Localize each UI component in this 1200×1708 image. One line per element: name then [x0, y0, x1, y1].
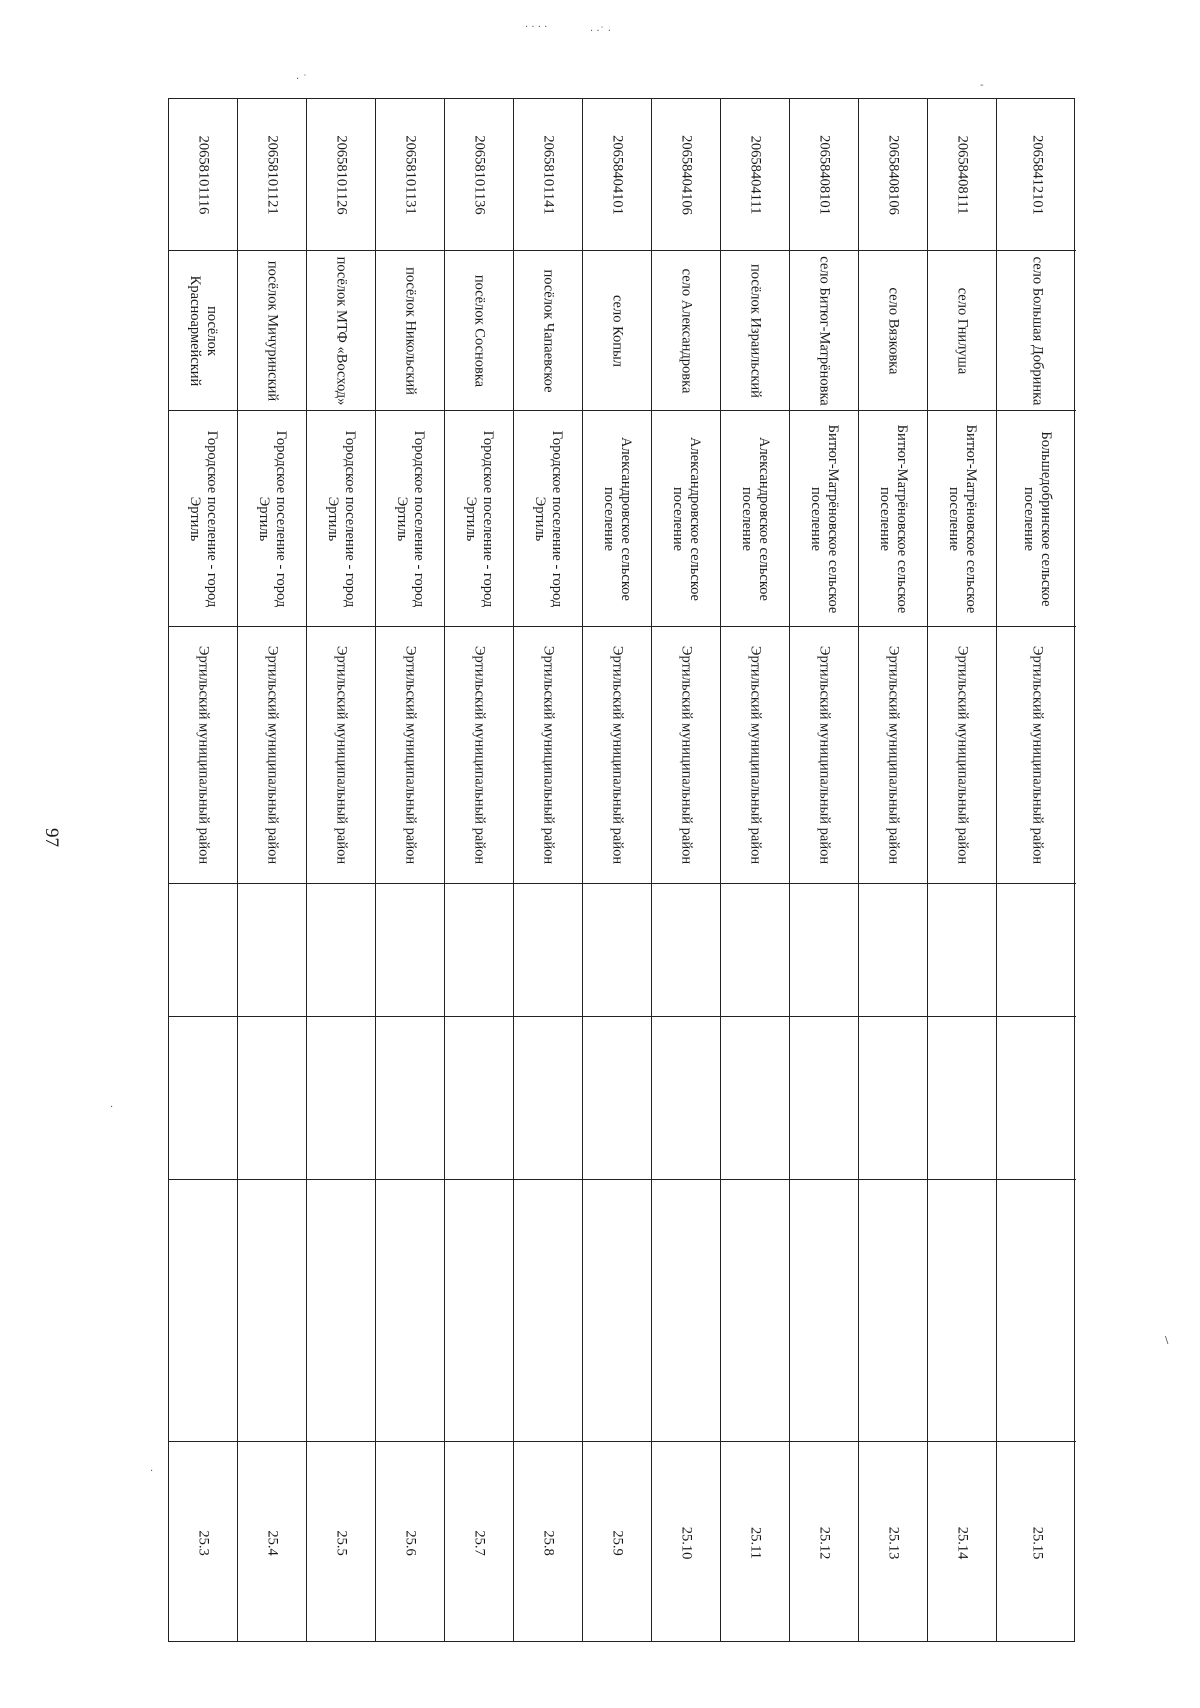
- cell-text: 20658404106: [678, 134, 695, 215]
- cell-text: село Битюг-Матрёновка: [816, 255, 833, 406]
- scan-noise: ·: [110, 1102, 114, 1113]
- district-cell: [997, 627, 1076, 884]
- table-row: [652, 99, 721, 1641]
- settlement-cell: [169, 411, 237, 627]
- row-number-cell: [721, 1442, 789, 1643]
- empty-cell: [169, 884, 237, 1017]
- row-number-cell: [376, 1442, 444, 1643]
- oktmo-code-cell: [997, 99, 1076, 251]
- cell-text: 25.10: [678, 1526, 695, 1559]
- cell-text: 25.12: [816, 1526, 833, 1559]
- cell-text: 20658408101: [816, 134, 833, 215]
- table-row: [790, 99, 859, 1641]
- oktmo-code-cell: [238, 99, 306, 251]
- empty-cell: [238, 884, 306, 1017]
- cell-text: 20658404101: [609, 134, 626, 215]
- cell-text: Эртильский муниципальный район: [1029, 645, 1045, 865]
- cell-text: посёлок Сосновка: [471, 274, 488, 387]
- locality-cell: [514, 251, 582, 411]
- cell-text: посёлок Чапаевское: [540, 268, 557, 393]
- locality-cell: [307, 251, 375, 411]
- locality-cell: [790, 251, 858, 411]
- oktmo-code-cell: [790, 99, 858, 251]
- cell-text: Битюг-Матрёновское сельское поселение: [877, 424, 910, 613]
- cell-text: село Александровка: [678, 268, 695, 393]
- cell-text: 20658101136: [471, 134, 488, 215]
- empty-cell: [859, 1017, 927, 1180]
- row-number-cell: [238, 1442, 306, 1643]
- cell-text: 20658101121: [264, 134, 281, 215]
- cell-text: 25.6: [402, 1529, 419, 1556]
- cell-text: Эртильский муниципальный район: [678, 645, 695, 865]
- cell-text: 20658101131: [402, 134, 419, 215]
- cell-text: Эртильский муниципальный район: [885, 645, 902, 865]
- cell-text: 20658101126: [333, 134, 350, 215]
- locality-cell: [376, 251, 444, 411]
- scan-noise: ·: [150, 1466, 154, 1477]
- cell-text: 25.3: [195, 1529, 212, 1556]
- cell-text: село Вязковка: [885, 287, 902, 374]
- cell-text: 20658412101: [1029, 134, 1045, 215]
- district-cell: [238, 627, 306, 884]
- oktmo-code-cell: [514, 99, 582, 251]
- scan-noise: · ·˙ ·: [590, 26, 611, 37]
- district-cell: [583, 627, 651, 884]
- empty-cell: [445, 884, 513, 1017]
- empty-cell: [307, 1017, 375, 1180]
- row-number-cell: [514, 1442, 582, 1643]
- scan-noise: \: [1165, 1335, 1169, 1346]
- cell-text: 20658101116: [195, 135, 212, 214]
- empty-cell: [514, 884, 582, 1017]
- table-row: [376, 99, 445, 1641]
- empty-cell: [307, 884, 375, 1017]
- oktmo-code-cell: [652, 99, 720, 251]
- settlement-cell: [721, 411, 789, 627]
- cell-text: село Большая Добринка: [1029, 256, 1045, 405]
- empty-cell: [928, 884, 996, 1017]
- cell-text: Битюг-Матрёновское сельское поселение: [946, 424, 979, 613]
- cell-text: Эртильский муниципальный район: [264, 645, 281, 865]
- oktmo-code-cell: [169, 99, 237, 251]
- cell-text: посёлок Никольский: [402, 266, 419, 395]
- empty-cell: [928, 1017, 996, 1180]
- empty-cell: [859, 1180, 927, 1442]
- cell-text: Эртильский муниципальный район: [747, 645, 764, 865]
- empty-cell: [583, 884, 651, 1017]
- row-number-cell: [790, 1442, 858, 1643]
- row-number-cell: [307, 1442, 375, 1643]
- cell-text: село Копыл: [609, 294, 626, 367]
- cell-text: посёлок Красноармейский: [187, 275, 220, 386]
- empty-cell: [721, 1180, 789, 1442]
- cell-text: Битюг-Матрёновское сельское поселение: [808, 424, 841, 613]
- settlement-cell: [652, 411, 720, 627]
- settlement-cell: [238, 411, 306, 627]
- settlement-cell: [859, 411, 927, 627]
- settlement-cell: [997, 411, 1076, 627]
- locality-cell: [928, 251, 996, 411]
- district-cell: [928, 627, 996, 884]
- table-row: [307, 99, 376, 1641]
- settlement-cell: [445, 411, 513, 627]
- empty-cell: [376, 884, 444, 1017]
- empty-cell: [583, 1180, 651, 1442]
- cell-text: Эртильский муниципальный район: [333, 645, 350, 865]
- row-number-cell: [928, 1442, 996, 1643]
- table-row: [238, 99, 307, 1641]
- row-number-cell: [583, 1442, 651, 1643]
- locality-cell: [583, 251, 651, 411]
- row-number-cell: [169, 1442, 237, 1643]
- empty-cell: [652, 1180, 720, 1442]
- district-cell: [514, 627, 582, 884]
- table-row: [859, 99, 928, 1641]
- cell-text: Эртильский муниципальный район: [540, 645, 557, 865]
- empty-cell: [790, 1180, 858, 1442]
- oktmo-code-cell: [445, 99, 513, 251]
- locality-cell: [721, 251, 789, 411]
- cell-text: Эртильский муниципальный район: [471, 645, 488, 865]
- empty-cell: [652, 884, 720, 1017]
- table-row: [514, 99, 583, 1641]
- cell-text: Городское поселение - город Эртиль: [463, 430, 496, 607]
- cell-text: 25.5: [333, 1529, 350, 1556]
- cell-text: посёлок МТФ «Восход»: [333, 256, 350, 405]
- oktmo-code-cell: [721, 99, 789, 251]
- cell-text: 25.7: [471, 1529, 488, 1556]
- row-number-cell: [859, 1442, 927, 1643]
- empty-cell: [997, 884, 1076, 1017]
- empty-cell: [652, 1017, 720, 1180]
- cell-text: село Гнилуша: [954, 287, 971, 374]
- row-number-cell: [445, 1442, 513, 1643]
- cell-text: 25.13: [885, 1526, 902, 1559]
- locality-cell: [238, 251, 306, 411]
- cell-text: 25.4: [264, 1529, 281, 1556]
- district-cell: [721, 627, 789, 884]
- empty-cell: [445, 1180, 513, 1442]
- cell-text: Александровское сельское поселение: [670, 436, 703, 601]
- empty-cell: [445, 1017, 513, 1180]
- empty-cell: [928, 1180, 996, 1442]
- table-row: [169, 99, 238, 1641]
- cell-text: Большедобринское сельское поселение: [1020, 430, 1054, 607]
- oktmo-code-cell: [928, 99, 996, 251]
- cell-text: Городское поселение - город Эртиль: [187, 430, 220, 607]
- cell-text: Городское поселение - город Эртиль: [532, 430, 565, 607]
- scan-noise: · · · ·: [525, 22, 548, 33]
- empty-cell: [721, 1017, 789, 1180]
- district-cell: [376, 627, 444, 884]
- cell-text: 20658408111: [954, 135, 971, 214]
- empty-cell: [238, 1180, 306, 1442]
- settlement-cell: [376, 411, 444, 627]
- district-cell: [652, 627, 720, 884]
- district-cell: [445, 627, 513, 884]
- locality-cell: [859, 251, 927, 411]
- page-number: 97: [41, 828, 62, 847]
- cell-text: 20658404111: [747, 135, 764, 214]
- cell-text: Эртильский муниципальный район: [402, 645, 419, 865]
- table-row: [721, 99, 790, 1641]
- empty-cell: [307, 1180, 375, 1442]
- district-cell: [859, 627, 927, 884]
- cell-text: Городское поселение - город Эртиль: [325, 430, 358, 607]
- cell-text: Эртильский муниципальный район: [609, 645, 626, 865]
- oktmo-code-cell: [583, 99, 651, 251]
- district-cell: [307, 627, 375, 884]
- district-cell: [169, 627, 237, 884]
- cell-text: Эртильский муниципальный район: [954, 645, 971, 865]
- empty-cell: [376, 1017, 444, 1180]
- empty-cell: [514, 1017, 582, 1180]
- settlement-cell: [790, 411, 858, 627]
- locality-cell: [997, 251, 1076, 411]
- row-number-cell: [652, 1442, 720, 1643]
- cell-text: Эртильский муниципальный район: [195, 645, 212, 865]
- records-table: [168, 98, 1075, 1642]
- settlement-cell: [514, 411, 582, 627]
- scan-noise: -: [980, 80, 984, 91]
- cell-text: Александровское сельское поселение: [739, 436, 772, 601]
- cell-text: 25.9: [609, 1529, 626, 1556]
- empty-cell: [790, 1017, 858, 1180]
- oktmo-code-cell: [307, 99, 375, 251]
- empty-cell: [859, 884, 927, 1017]
- locality-cell: [169, 251, 237, 411]
- oktmo-code-cell: [376, 99, 444, 251]
- cell-text: посёлок Мичуринский: [264, 260, 281, 401]
- cell-text: 25.8: [540, 1529, 557, 1556]
- settlement-cell: [583, 411, 651, 627]
- district-cell: [790, 627, 858, 884]
- cell-text: Городское поселение - город Эртиль: [256, 430, 289, 607]
- empty-cell: [997, 1180, 1076, 1442]
- cell-text: посёлок Израильский: [747, 263, 764, 398]
- empty-cell: [238, 1017, 306, 1180]
- cell-text: 25.15: [1029, 1526, 1045, 1559]
- cell-text: 25.14: [954, 1526, 971, 1559]
- empty-cell: [790, 884, 858, 1017]
- settlement-cell: [307, 411, 375, 627]
- row-number-cell: [997, 1442, 1076, 1643]
- settlement-cell: [928, 411, 996, 627]
- empty-cell: [514, 1180, 582, 1442]
- empty-cell: [376, 1180, 444, 1442]
- cell-text: Эртильский муниципальный район: [816, 645, 833, 865]
- table-row: [583, 99, 652, 1641]
- cell-text: Городское поселение - город Эртиль: [394, 430, 427, 607]
- table-row: [445, 99, 514, 1641]
- empty-cell: [583, 1017, 651, 1180]
- cell-text: Александровское сельское поселение: [601, 436, 634, 601]
- empty-cell: [169, 1017, 237, 1180]
- locality-cell: [652, 251, 720, 411]
- locality-cell: [445, 251, 513, 411]
- cell-text: 20658408106: [885, 134, 902, 215]
- empty-cell: [997, 1017, 1076, 1180]
- scan-noise: · ˙: [296, 74, 308, 85]
- table-row: [997, 99, 1076, 1641]
- empty-cell: [169, 1180, 237, 1442]
- empty-cell: [721, 884, 789, 1017]
- cell-text: 25.11: [747, 1526, 764, 1559]
- table-row: [928, 99, 997, 1641]
- cell-text: 20658101141: [540, 134, 557, 215]
- oktmo-code-cell: [859, 99, 927, 251]
